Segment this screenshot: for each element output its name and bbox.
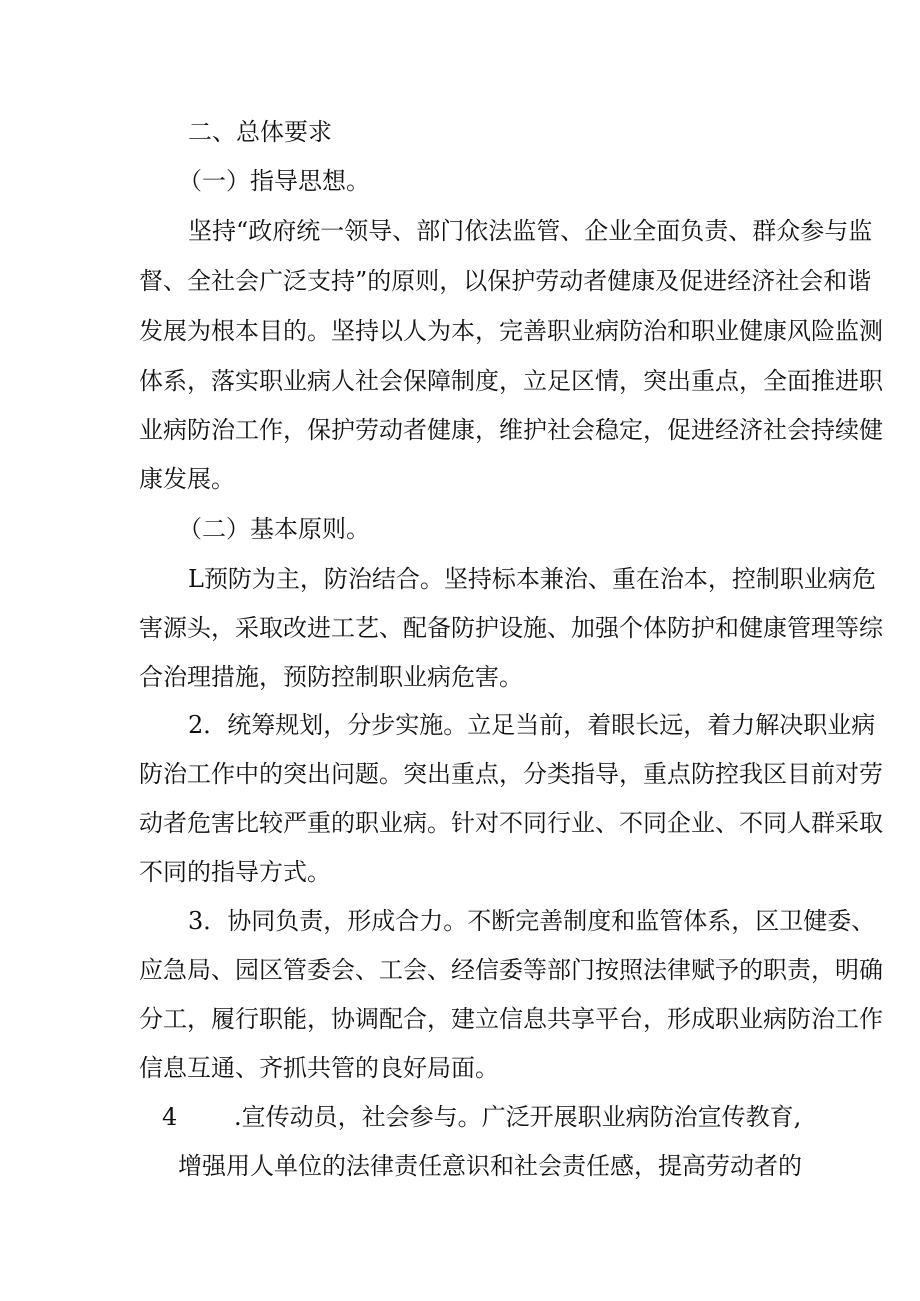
list-item-line: 3．协同负责，形成合力。不断完善制度和监管体系，区卫健委、 xyxy=(188,907,876,935)
paragraph-line: 康发展。 xyxy=(139,465,235,493)
list-item-number: 4 xyxy=(162,1103,178,1131)
list-item-line: 害源头，采取改进工艺、配备防护设施、加强个体防护和健康管理等综 xyxy=(139,614,883,642)
section-heading: 二、总体要求 xyxy=(188,118,332,146)
list-item-line: 分工，履行职能，协调配合，建立信息共享平台，形成职业病防治工作 xyxy=(139,1005,883,1033)
paragraph-line: 督、全社会广泛支持”的原则，以保护劳动者健康及促进经济社会和谐 xyxy=(139,267,872,295)
list-item-line: 信息互通、齐抓共管的良好局面。 xyxy=(139,1054,499,1082)
list-item-line: 不同的指导方式。 xyxy=(139,858,331,886)
list-item-line: 防治工作中的突出问题。突出重点，分类指导，重点防控我区目前对劳 xyxy=(139,760,883,788)
list-item-line: L预防为主，防治结合。坚持标本兼治、重在治本，控制职业病危 xyxy=(188,565,876,593)
list-item-line: 2．统筹规划，分步实施。立足当前，着眼长远，着力解决职业病 xyxy=(188,711,876,739)
list-item-line: 增强用人单位的法律责任意识和社会责任感，提高劳动者的 xyxy=(178,1152,802,1180)
list-item-line: 合治理措施，预防控制职业病危害。 xyxy=(139,663,523,691)
list-item-line: .宣传动员，社会参与。广泛开展职业病防治宣传教育, xyxy=(234,1103,802,1131)
list-item-line: 应急局、园区管委会、工会、经信委等部门按照法律赋予的职责，明确 xyxy=(139,956,883,984)
subsection-title-guiding-thought: （一）指导思想。 xyxy=(178,167,370,195)
list-item-line: 动者危害比较严重的职业病。针对不同行业、不同企业、不同人群采取 xyxy=(139,809,883,837)
subsection-title-basic-principles: （二）基本原则。 xyxy=(178,515,370,543)
paragraph-line: 业病防治工作，保护劳动者健康，维护社会稳定，促进经济社会持续健 xyxy=(139,416,883,444)
paragraph-line: 坚持“政府统一领导、部门依法监管、企业全面负责、群众参与监 xyxy=(188,217,873,245)
paragraph-line: 发展为根本目的。坚持以人为本，完善职业病防治和职业健康风险监测 xyxy=(139,317,883,345)
paragraph-line: 体系，落实职业病人社会保障制度，立足区情，突出重点，全面推进职 xyxy=(139,367,883,395)
